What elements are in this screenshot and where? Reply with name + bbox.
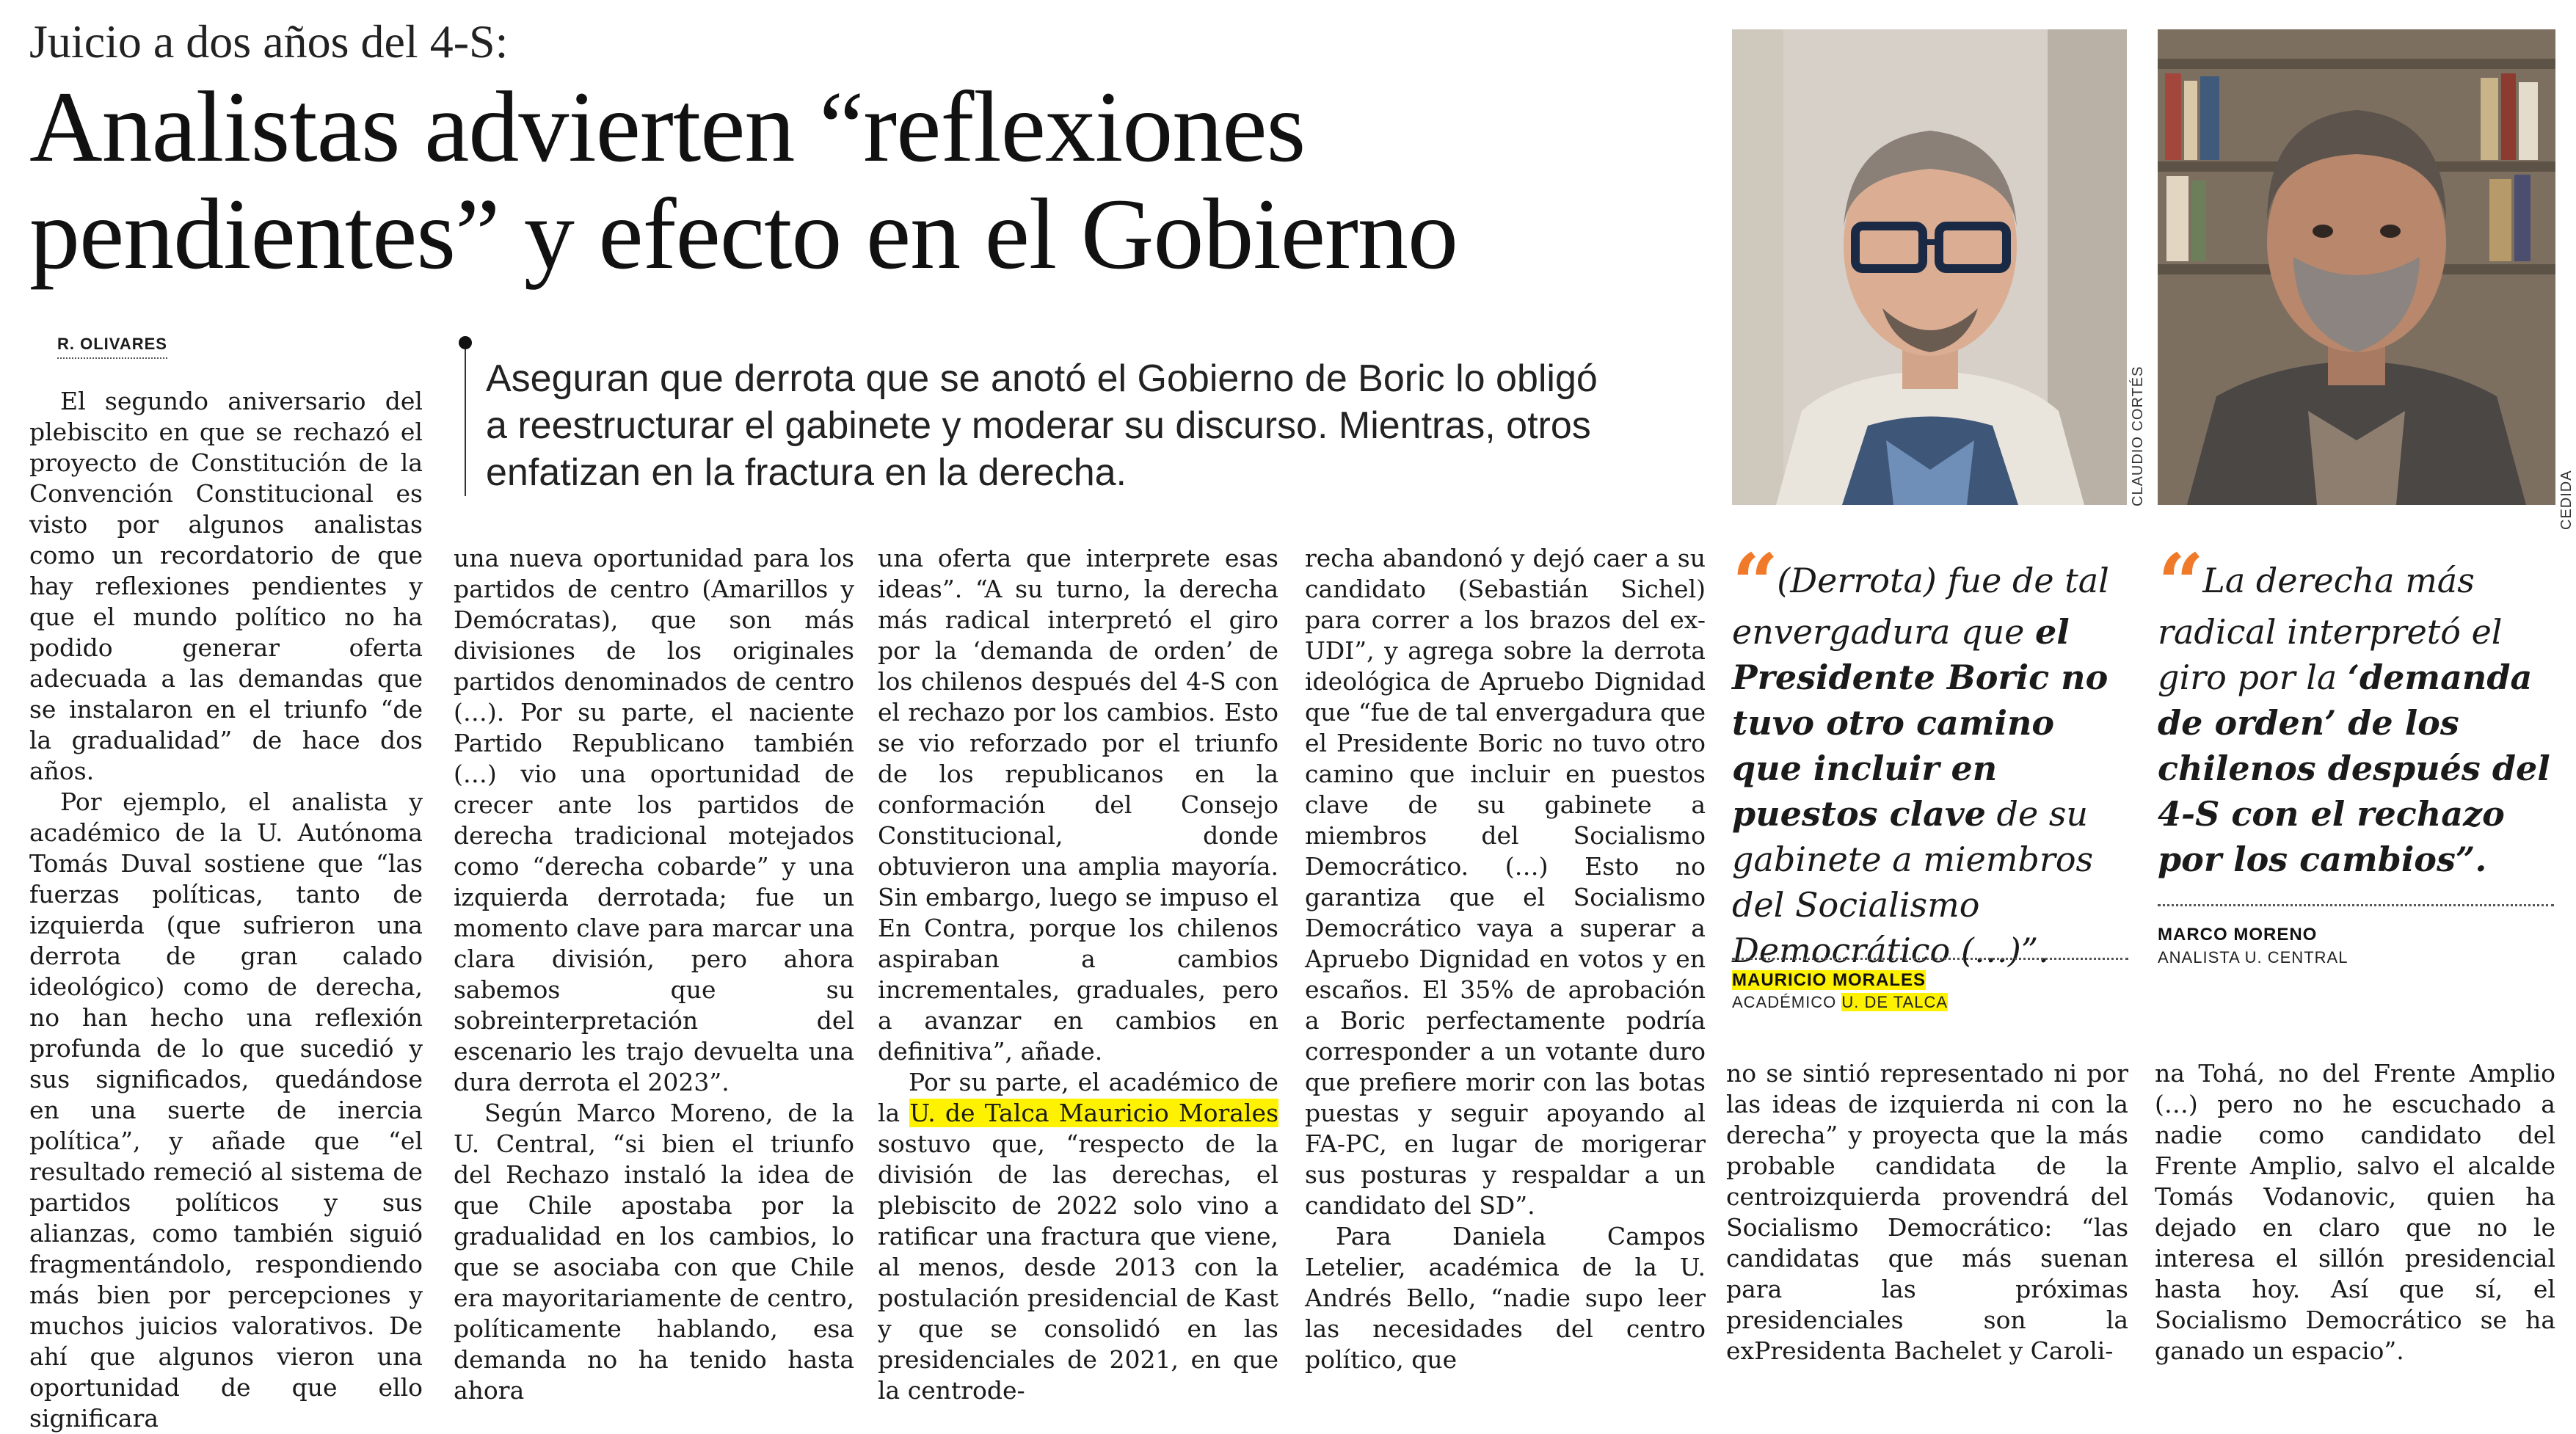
headline: Analistas advierten “reflexiones pendientes” y efecto en el Gobierno xyxy=(29,70,1458,290)
paragraph: Por ejemplo, el analista y académico de la U. Autónoma Tomás Duval sostiene que “las fuerzas políticas, tanto de izquierda (que sufrieron una derrota de gran calado ideológico) como de derecha, no han hecho una reflexión profunda de lo que sucedió y sus significados, quedándose en una suerte de inercia política”, y añade que “el resultado remeció al sistema de partidos políticos y sus alianzas, como también siguió fragmentándolo, respondiendo más bien por percepciones y muchos juicios valorativos. De ahí que algunos vieron una oportunidad de que ello significara xyxy=(29,787,423,1433)
quote-mark-icon: “ xyxy=(1732,536,1769,630)
paragraph: na Tohá, no del Frente Amplio (…) pero no he escuchado a nadie como candidato del Frente Amplio, salvo el alcalde Tomás Vodanovic, quien ha dejado en claro que no le interesa el sillón presidencial hasta hoy. Así que sí, el Socialismo Democrático se ha ganado un espacio”. xyxy=(2155,1059,2555,1365)
quote-divider xyxy=(2158,904,2554,906)
paragraph xyxy=(878,1067,1278,1406)
byline: R. OLIVARES xyxy=(57,335,167,359)
quote-attribution-name xyxy=(1732,970,1926,991)
paragraph: recha abandonó y dejó caer a su candidato (Sebastián Sichel) para correr a los brazos del ex-UDI”, y agrega sobre la derrota ideológica de Apruebo Dignidad que “fue de tal envergadura que el Presidente Boric no tuvo otro camino que incluir en puestos clave de su gabinete a miembros del Socialismo Democrático. (…) Esto no garantiza que el Socialismo Democrático vaya a superar a Apruebo Dignidad en votos y en escaños. El 35% de aprobación a Boric perfectamente podría corresponder a un votante duro que prefiere morir con las botas puestas y seguir apoyando al FA-PC, en lugar de morigerar sus posturas y respaldar a un candidato del SD”. xyxy=(1305,544,1706,1220)
body-column-2 xyxy=(454,543,854,1406)
deck: Aseguran que derrota que se anotó el Gobierno de Boric lo obligó a reestructurar el gabinete y moderar su discurso. Mientras, otros enfatizan en la fractura en la derecha. xyxy=(486,357,1598,494)
quote-text: (Derrota) fue de tal envergadura que xyxy=(1732,561,2109,652)
quote-divider xyxy=(1732,958,2128,960)
quote-text-bold: ‘demanda de orden’ de los chilenos después del 4-S con el rechazo por los cambios”. xyxy=(2158,658,2550,879)
body-column-1 xyxy=(29,386,423,1434)
paragraph: una nueva oportunidad para los partidos de centro (Amarillos y Demócratas), que son más divisiones de los originales partidos denominados de centro (…). Por su parte, el naciente Partido Republicano también (…) vio una oportunidad de crecer ante los partidos de derecha tradicional motejados como “derecha cobarde” y una izquierda derrotada; fue un momento clave para marcar una clara división, pero ahora sabemos que su sobreinterpretación del escenario les trajo devuelta una dura derrota el 2023”. xyxy=(454,544,854,1096)
quote-attribution-role xyxy=(1732,993,1948,1012)
pull-quote-morales xyxy=(1732,536,2128,973)
photo-credit: CEDIDA xyxy=(2558,470,2575,530)
paragraph: Para Daniela Campos Letelier, académica de la U. Andrés Bello, “nadie supo leer las necesidades del centro político, que xyxy=(1305,1222,1706,1374)
portrait-photo-mauricio-morales xyxy=(1732,29,2127,505)
kicker: Juicio a dos años del 4-S: xyxy=(29,15,509,68)
paragraph: Según Marco Moreno, de la U. Central, “si bien el triunfo del Rechazo instaló la idea de que Chile apostaba por la gradualidad en los cambios, lo que se asociaba con que Chile era mayoritariamente de centro, políticamente hablando, esa demanda no ha tenido hasta ahora xyxy=(454,1099,854,1405)
paragraph: una oferta que interprete esas ideas”. “A su turno, la derecha más radical interpretó el giro por la ‘demanda de orden’ de los chilenos después del 4-S con el rechazo por los cambios. Esto se vio reforzado por el triunfo de los republicanos en la conformación del Consejo Constitucional, donde obtuvieron una amplia mayoría. Sin embargo, luego se impuso el En Contra, porque los chilenos aspiraban a cambios incrementales, graduales, pero a avanzar en cambios en definitiva”, añade. xyxy=(878,544,1278,1066)
body-column-4 xyxy=(1305,543,1706,1375)
quote-attribution-name: MARCO MORENO xyxy=(2158,925,2318,945)
attribution-role-highlight: U. DE TALCA xyxy=(1841,993,1949,1011)
attribution-name-text: MAURICIO MORALES xyxy=(1732,970,1926,990)
body-column-6 xyxy=(2155,1058,2555,1366)
paragraph-text: Por su parte, el académico de la xyxy=(878,1068,1278,1127)
portrait-photo-marco-moreno xyxy=(2158,29,2555,505)
photo-credit: CLAUDIO CORTÉS xyxy=(2130,365,2146,506)
quote-text: de su gabinete a miembros del Socialismo Democrático (…)”. xyxy=(1732,794,2094,970)
highlighted-source: U. de Talca Mauricio Morales xyxy=(909,1099,1279,1127)
quote-text: La derecha más radical interpretó el giro por la xyxy=(2158,561,2503,697)
quote-text-bold: el Presidente Boric no tuvo otro camino que incluir en puestos clave xyxy=(1732,612,2109,834)
quote-attribution-role: ANALISTA U. CENTRAL xyxy=(2158,948,2348,967)
paragraph-text: sostuvo que, “respecto de la división de las derechas, el plebiscito de 2022 solo vino a ratificar una fractura que viene, al menos, desde 2013 con la postulación presidencial de Kast y que se consolidó en las presidenciales de 2021, en que la centrode- xyxy=(878,1129,1278,1405)
body-column-3 xyxy=(878,543,1278,1406)
quote-mark-icon: “ xyxy=(2158,536,2194,630)
pull-quote-moreno xyxy=(2158,536,2554,882)
deck-bullet-icon xyxy=(459,336,472,349)
paragraph: El segundo aniversario del plebiscito en que se rechazó el proyecto de Constitución de la Convención Constitucional es visto por algunos analistas como un recordatorio de que hay reflexiones pendientes y que el mundo político no ha podido generar oferta adecuada a las demandas que se instalaron en el triunfo “de la gradualidad” de hace dos años. xyxy=(29,387,423,785)
body-column-5 xyxy=(1726,1058,2128,1366)
paragraph: no se sintió representado ni por las ideas de izquierda ni con la derecha” y proyecta que la más probable candidata de la centroizquierda provendrá del Socialismo Democrático: “las candidatas que más suenan para las próximas presidenciales son la exPresidenta Bachelet y Caroli- xyxy=(1726,1059,2128,1365)
attribution-role-text: ACADÉMICO xyxy=(1732,993,1842,1011)
portrait-illustration xyxy=(2158,29,2555,505)
portrait-illustration xyxy=(1732,29,2127,505)
deck-rule xyxy=(465,349,466,496)
